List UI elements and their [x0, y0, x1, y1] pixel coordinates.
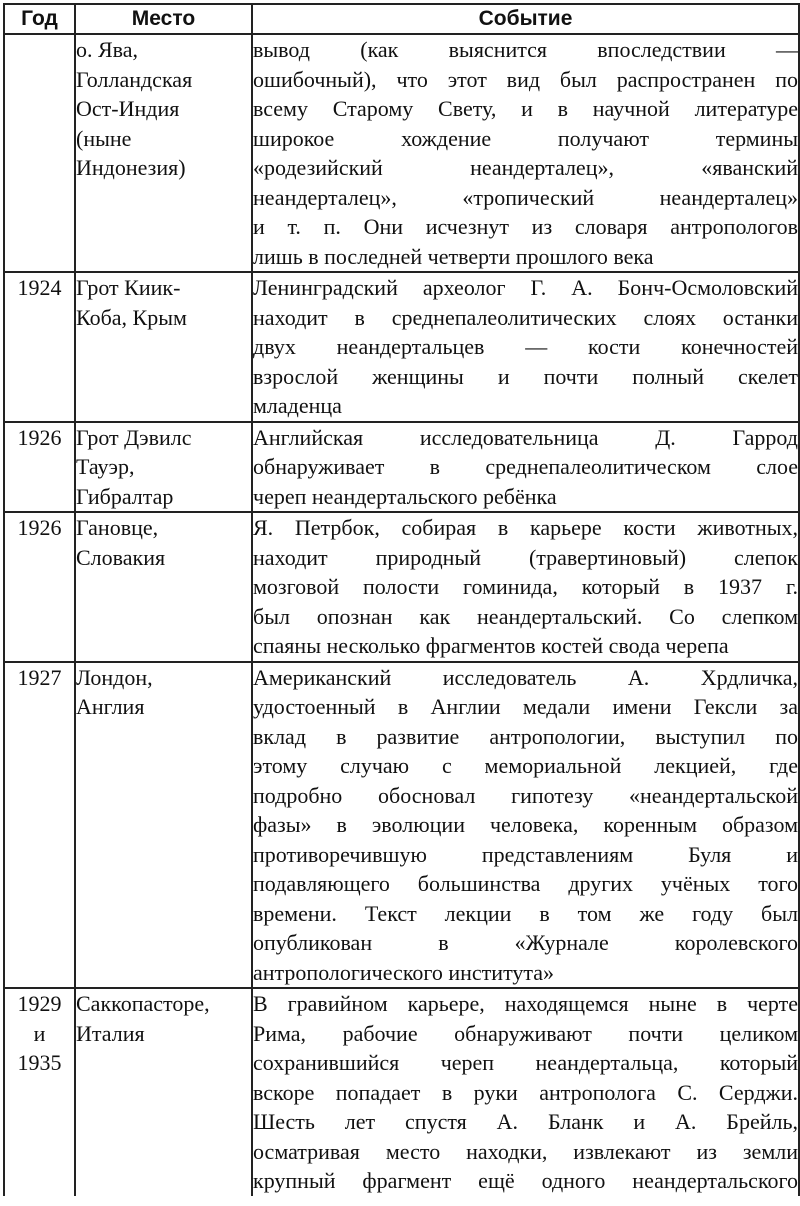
year-cell [4, 272, 75, 422]
event-cell [252, 512, 799, 662]
event-line: сохранившийся череп неандертальца, который [253, 1050, 798, 1075]
place-cell [75, 662, 252, 989]
event-line: лишь в последней четверти прошлого века [253, 243, 654, 269]
event-line: взрослой женщины и почти полный скелет [253, 363, 798, 389]
year-cell [4, 34, 75, 272]
table-row [4, 988, 799, 1196]
event-line: всему Старому Свету, и в научной литературе [253, 96, 798, 121]
year-line: 1929 [17, 991, 62, 1016]
event-cell [252, 662, 799, 989]
place-line: Ост-Индия [76, 96, 180, 121]
event-line: подавляющего большинства других учёных того [253, 871, 798, 896]
place-cell [75, 988, 252, 1196]
event-line: фазы» в эволюции человека, коренным образом [253, 812, 798, 837]
place-cell [75, 422, 252, 513]
place-line: о. Ява, [76, 37, 139, 62]
event-line: череп неандертальского ребёнка [253, 483, 557, 509]
event-cell [252, 34, 799, 272]
year-line: 1935 [17, 1050, 62, 1075]
year-cell [4, 988, 75, 1196]
event-line: вскоре попадает в руки антрополога С. Серджи. [253, 1079, 798, 1105]
event-cell [252, 988, 799, 1196]
event-line: Я. Петрбок, собирая в карьере кости животных, [253, 515, 798, 540]
place-cell [75, 512, 252, 662]
event-line: В гравийном карьере, находящемся ныне в черте [253, 991, 798, 1016]
event-line: противоречившую представлениям Буля и [253, 841, 798, 867]
place-line: Индонезия) [76, 155, 186, 180]
place-line: Гановце, [76, 515, 159, 540]
place-line: Коба, Крым [76, 304, 187, 330]
event-line: удостоенный в Англии медали имени Гексли за [253, 694, 798, 719]
event-line: подробно обосновал гипотезу «неандертальской [253, 782, 798, 808]
year-line: 1926 [17, 515, 62, 540]
place-line: (ныне [76, 125, 132, 151]
place-line: Грот Дэвилс [76, 424, 192, 450]
header-place: Место [75, 4, 252, 34]
event-line: двух неандертальцев — кости конечностей [253, 334, 798, 359]
event-line: находит природный (травертиновый) слепок [253, 544, 798, 570]
event-line: ошибочный), что этот вид был распространен по [253, 66, 798, 92]
event-line: антропологического института» [253, 959, 555, 985]
event-line: был опознан как неандертальский. Со слепком [253, 603, 798, 629]
event-line: Американский исследователь А. Хрдличка, [253, 664, 798, 690]
event-line: спаяны несколько фрагментов костей свода черепа [253, 633, 729, 658]
event-line: и т. п. Они исчезнут из словаря антропологов [253, 214, 798, 239]
year-line: 1924 [17, 275, 62, 300]
event-line: вклад в развитие антропологии, выступил по [253, 723, 798, 749]
event-line: этому случаю с мемориальной лекцией, где [253, 753, 798, 778]
table-row [4, 34, 799, 272]
place-line: Англия [76, 694, 145, 719]
event-line: осматривая место находки, извлекают из земли [253, 1138, 798, 1164]
header-row [4, 4, 799, 34]
place-line: Голландская [76, 66, 193, 92]
event-line: крупный фрагмент ещё одного неандертальского [253, 1168, 798, 1193]
year-line: 1927 [17, 664, 62, 690]
place-cell [75, 272, 252, 422]
event-line: обнаруживает в среднепалеолитическом слое [253, 454, 798, 479]
table-row [4, 272, 799, 422]
event-line: опубликован в «Журнале королевского [253, 930, 798, 955]
table-row [4, 512, 799, 662]
event-line: младенца [253, 393, 342, 418]
place-line: Словакия [76, 544, 166, 570]
year-cell [4, 512, 75, 662]
place-line: Саккопасторе, [76, 991, 210, 1016]
year-cell [4, 422, 75, 513]
year-cell [4, 662, 75, 989]
table-row [4, 422, 799, 513]
event-line: Ленинградский археолог Г. А. Бонч-Осмоловский [253, 275, 798, 300]
year-line: 1926 [17, 424, 62, 450]
event-line: вывод (как выяснится впоследствии — [253, 37, 798, 62]
event-line: неандерталец», «тропический неандерталец» [253, 184, 798, 210]
event-cell [252, 422, 799, 513]
event-line: Шесть лет спустя А. Бланк и А. Брейль, [253, 1109, 798, 1134]
header-event: Событие [252, 4, 799, 34]
event-line: находит в среднепалеолитических слоях останки [253, 304, 798, 330]
place-line: Грот Киик- [76, 275, 181, 300]
event-line: Рима, рабочие обнаруживают почти целиком [253, 1020, 798, 1046]
event-line: мозговой полости гоминида, который в 1937 г. [253, 574, 798, 599]
event-line: Английская исследовательница Д. Гаррод [253, 424, 798, 450]
place-line: Гибралтар [76, 483, 174, 509]
place-cell [75, 34, 252, 272]
place-line: Тауэр, [76, 454, 135, 479]
place-line: Лондон, [76, 664, 153, 690]
year-line: и [33, 1020, 46, 1046]
timeline-table [3, 3, 800, 1196]
event-cell [252, 272, 799, 422]
place-line: Италия [76, 1020, 145, 1046]
event-line: «родезийский неандерталец», «яванский [253, 155, 798, 180]
event-line: широкое хождение получают термины [253, 125, 798, 151]
table-row [4, 662, 799, 989]
event-line: времени. Текст лекции в том же году был [253, 900, 798, 926]
header-year: Год [4, 4, 75, 34]
